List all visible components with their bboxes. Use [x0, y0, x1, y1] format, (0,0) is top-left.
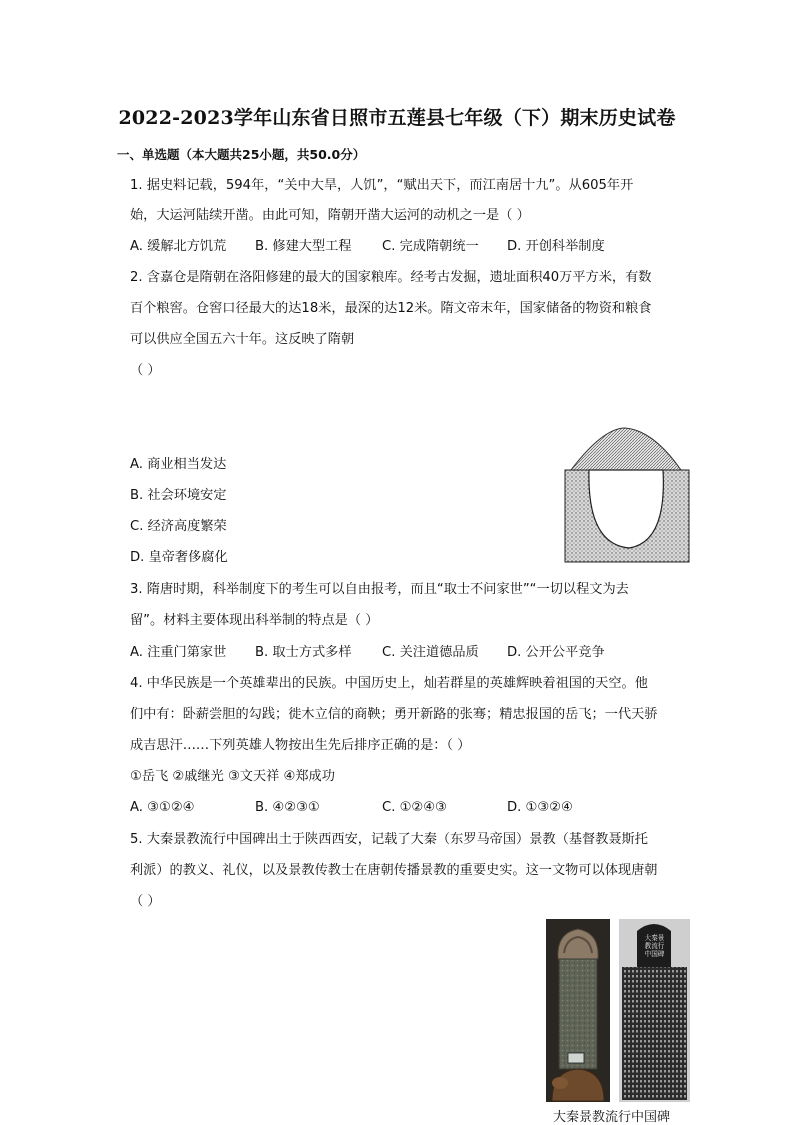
stele-photo [546, 919, 610, 1102]
q5-line-3: （ ） [130, 894, 161, 909]
page-title: 2022-2023学年山东省日照市五莲县七年级（下）期末历史试卷 [118, 107, 676, 129]
q2-line-1: 2. 含嘉仓是隋朝在洛阳修建的最大的国家粮库。经考古发掘，遗址面积40万平方米，有数 [130, 270, 652, 285]
q3-option-b[interactable]: B. 取士方式多样 [255, 645, 352, 660]
q4-option-d[interactable]: D. ①③②④ [507, 800, 573, 815]
q4-option-a[interactable]: A. ③①②④ [130, 800, 195, 815]
q2-line-3: 可以供应全国五六十年。这反映了隋朝 [130, 332, 355, 347]
q4-option-c[interactable]: C. ①②④③ [382, 800, 447, 815]
q3-option-a[interactable]: A. 注重门第家世 [130, 645, 227, 660]
granary-pit-illustration [563, 424, 691, 564]
q2-line-4: （ ） [130, 363, 161, 378]
q1-option-a[interactable]: A. 缓解北方饥荒 [130, 239, 227, 254]
q1-option-c[interactable]: C. 完成隋朝统一 [382, 239, 479, 254]
q4-option-b[interactable]: B. ④②③① [255, 800, 320, 815]
section-heading: 一、单选题（本大题共25小题，共50.0分） [117, 147, 366, 162]
q3-line-1: 3. 隋唐时期，科举制度下的考生可以自由报考，而且“取士不问家世”“一切以程文为去 [130, 582, 629, 597]
figure-caption: 大秦景教流行中国碑 [553, 1110, 671, 1125]
q4-line-3: 成吉思汗……下列英雄人物按出生先后排序正确的是：（ ） [130, 738, 471, 753]
q4-line-1: 4. 中华民族是一个英雄辈出的民族。中国历史上，灿若群星的英雄辉映着祖国的天空。他 [130, 676, 648, 691]
q3-option-c[interactable]: C. 关注道德品质 [382, 645, 479, 660]
q1-option-d[interactable]: D. 开创科举制度 [507, 239, 605, 254]
stele-head-inscription: 大秦景教流行中国碑 [644, 934, 665, 958]
q3-line-2: 留”。材料主要体现出科举制的特点是（ ） [130, 613, 379, 628]
q1-line-1: 1. 据史料记载，594年，“关中大旱，人饥”，“赋出天下，而江南居十九”。从605年开 [130, 178, 634, 193]
q2-option-c[interactable]: C. 经济高度繁荣 [130, 519, 227, 534]
q4-line-2: 们中有：卧薪尝胆的勾践；徙木立信的商鞅；勇开新路的张骞；精忠报国的岳飞；一代天骄 [130, 707, 658, 722]
q3-option-d[interactable]: D. 公开公平竞争 [507, 645, 605, 660]
q1-option-b[interactable]: B. 修建大型工程 [255, 239, 352, 254]
q5-line-2: 利派）的教义、礼仪，以及景教传教士在唐朝传播景教的重要史实。这一文物可以体现唐朝 [130, 863, 658, 878]
q1-line-2: 始，大运河陆续开凿。由此可知，隋朝开凿大运河的动机之一是（ ） [130, 208, 530, 223]
q4-items: ①岳飞 ②戚继光 ③文天祥 ④郑成功 [130, 769, 335, 784]
q2-line-2: 百个粮窖。仓窖口径最大的达18米，最深的达12米。隋文帝末年，国家储备的物资和粮食 [130, 301, 652, 316]
q2-option-a[interactable]: A. 商业相当发达 [130, 457, 227, 472]
q2-option-d[interactable]: D. 皇帝奢侈腐化 [130, 550, 228, 565]
q2-option-b[interactable]: B. 社会环境安定 [130, 488, 227, 503]
q5-line-1: 5. 大秦景教流行中国碑出土于陕西西安，记载了大秦（东罗马帝国）景教（基督教聂斯托 [130, 832, 648, 847]
